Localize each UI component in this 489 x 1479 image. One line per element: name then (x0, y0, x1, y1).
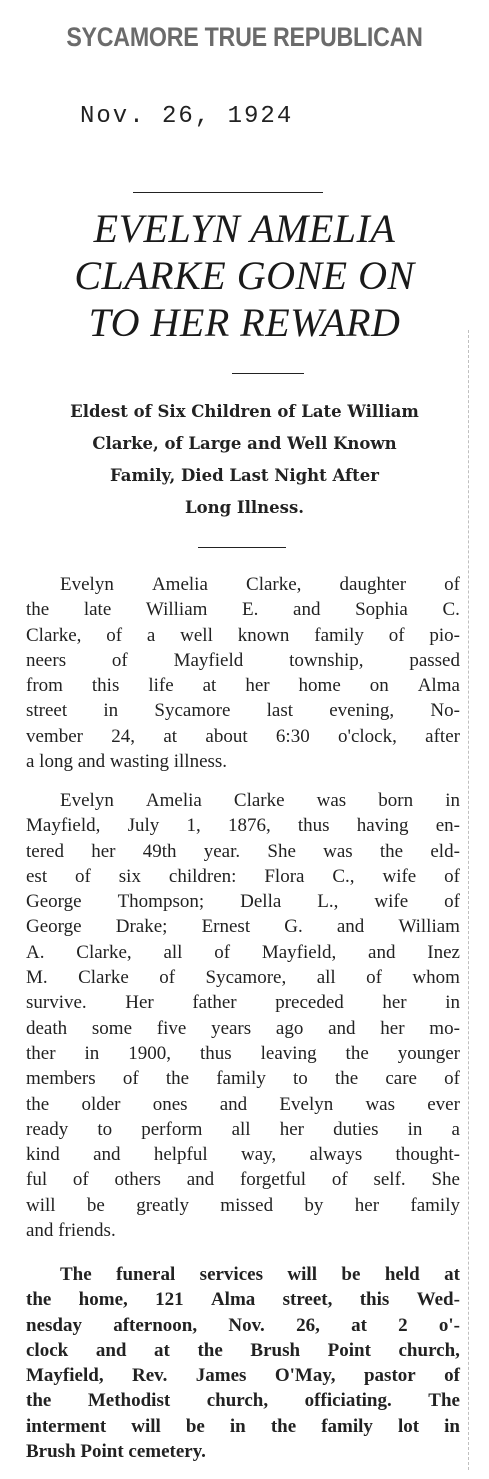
word: mo- (429, 1017, 460, 1039)
word: Mayfield, (261, 941, 337, 963)
word: thought- (395, 1144, 460, 1166)
word: all (163, 941, 183, 963)
divider-rule (198, 547, 286, 548)
word: of (72, 1169, 89, 1191)
word: C., (332, 865, 355, 887)
word: of (122, 1068, 139, 1090)
paragraph-line (26, 623, 460, 648)
word: M. (26, 967, 48, 989)
word: Evelyn (60, 790, 114, 811)
paragraph-line (26, 940, 460, 965)
word: in (103, 700, 119, 722)
word: 49th (142, 840, 177, 862)
word: well (180, 624, 213, 646)
word: of (388, 624, 405, 646)
word: Clarke, (246, 574, 302, 595)
word: some (91, 1017, 133, 1039)
word: o'- (438, 1314, 460, 1336)
word: younger (397, 1042, 460, 1064)
word: held (384, 1264, 420, 1285)
word: and (368, 941, 396, 963)
word: in (445, 992, 460, 1014)
word: ther (26, 1042, 56, 1064)
word: passed (409, 649, 460, 671)
word: the (334, 1068, 359, 1090)
line-text: a long and wasting illness. (26, 751, 228, 773)
word: all (316, 967, 336, 989)
word: and (93, 1144, 121, 1166)
word: Methodist (87, 1390, 171, 1412)
word: in (444, 1415, 460, 1437)
word: after (425, 725, 460, 747)
word: years (211, 1017, 252, 1039)
word: L., (317, 891, 339, 913)
word: of (111, 649, 128, 671)
word: She (267, 840, 296, 862)
paragraph-line (26, 1313, 460, 1338)
word: all (231, 1118, 251, 1140)
word: her (91, 840, 116, 862)
word: be (185, 1415, 205, 1437)
paragraph-line (26, 889, 460, 914)
word: tered (26, 840, 64, 862)
word: kind (26, 1144, 60, 1166)
line-text: Brush Point cemetery. (26, 1441, 206, 1463)
word: 24, (111, 725, 136, 747)
word: funeral (116, 1264, 176, 1285)
word: and (219, 1093, 248, 1115)
word: Amelia (145, 790, 202, 811)
word: en- (435, 815, 460, 837)
word: will (287, 1264, 317, 1285)
word: Drake; (115, 916, 168, 938)
word: preceded (275, 992, 344, 1014)
word: 6:30 (275, 725, 310, 747)
word: helpful (153, 1144, 208, 1166)
word: about (205, 725, 248, 747)
word: survive. (26, 992, 87, 1014)
word: a (451, 1118, 460, 1140)
word: the (26, 599, 50, 621)
word: wife (382, 865, 417, 887)
word: ever (427, 1093, 460, 1115)
word: Mayfield, (26, 815, 101, 837)
word: Evelyn (60, 574, 114, 595)
word: Mayfield, (26, 1365, 104, 1387)
word: The (60, 1264, 92, 1285)
word: 1900, (128, 1042, 172, 1064)
paragraph-line (26, 1066, 460, 1091)
word: was (316, 790, 347, 811)
word: ful (26, 1169, 48, 1191)
word: A. (26, 941, 45, 963)
word: her (382, 992, 407, 1014)
word: neers (26, 649, 67, 671)
word: family (216, 1068, 266, 1090)
word: 26, (296, 1314, 320, 1336)
word: her (279, 1118, 304, 1140)
paragraph-line (26, 1142, 460, 1167)
paragraph-line (26, 749, 460, 774)
paragraph-2 (26, 788, 460, 1243)
subheadline-line: Eldest of Six Children of Late William (70, 402, 419, 421)
word: from (26, 675, 63, 697)
paragraph-line (26, 839, 460, 864)
paragraph-line (26, 1092, 460, 1117)
paragraph-line (26, 914, 460, 939)
word: lot (397, 1415, 420, 1437)
paragraph-line (26, 597, 460, 622)
paragraph-line (26, 648, 460, 673)
word: Wed- (416, 1289, 460, 1311)
word: family (314, 624, 364, 646)
word: Amelia (151, 574, 208, 595)
paragraph-line (26, 1167, 460, 1192)
word: at (351, 1314, 367, 1336)
word: 1, (186, 815, 201, 837)
paragraph-line (26, 1363, 460, 1388)
word: church, (206, 1390, 269, 1412)
paragraph-line (26, 1414, 460, 1439)
word: and (328, 1017, 356, 1039)
word: death (26, 1017, 68, 1039)
word: the (345, 1042, 369, 1064)
word: of (444, 891, 460, 913)
word: at (163, 725, 178, 747)
publication-date: Nov. 26, 1924 (80, 103, 294, 130)
word: her (380, 1017, 405, 1039)
headline (0, 205, 489, 346)
word: of (159, 967, 176, 989)
word: self. (373, 1169, 406, 1191)
word: care (385, 1068, 417, 1090)
word: missed (220, 1194, 274, 1216)
word: the (26, 1289, 52, 1311)
paragraph-line (26, 1388, 460, 1413)
word: at (154, 1339, 170, 1361)
word: evening, (329, 700, 395, 722)
word: of (214, 941, 231, 963)
word: township, (289, 649, 364, 671)
word: officiating. (304, 1390, 392, 1412)
word: William (398, 916, 460, 938)
word: thus (297, 815, 330, 837)
word: pastor (363, 1365, 416, 1387)
word: home (298, 675, 341, 697)
word: last (266, 700, 294, 722)
word: 2 (398, 1314, 408, 1336)
word: by (304, 1194, 324, 1216)
word: father (192, 992, 237, 1014)
word: Della (240, 891, 282, 913)
word: perform (141, 1118, 203, 1140)
subheadline-line: Clarke, of Large and Well Known (92, 434, 397, 453)
word: home, (78, 1289, 128, 1311)
word: duties (333, 1118, 379, 1140)
word: Nov. (228, 1314, 265, 1336)
word: others (114, 1169, 161, 1191)
word: in (407, 1118, 423, 1140)
word: ago (275, 1017, 304, 1039)
word: at (444, 1264, 460, 1285)
paragraph-line (26, 572, 460, 597)
word: Clarke (233, 790, 285, 811)
paragraph-line (26, 1193, 460, 1218)
word: G. (284, 916, 303, 938)
word: Sophia (355, 599, 408, 621)
word: George (26, 891, 82, 913)
word: to (293, 1068, 308, 1090)
word: on (369, 675, 389, 697)
word: James (195, 1365, 247, 1387)
word: of (444, 1068, 460, 1090)
paragraph-line (26, 1338, 460, 1363)
word: children: (168, 865, 237, 887)
word: of (444, 865, 460, 887)
word: in (445, 790, 460, 811)
word: wife (374, 891, 409, 913)
paragraph-line (26, 813, 460, 838)
paragraph-line (26, 724, 460, 749)
word: Clarke, (76, 941, 132, 963)
word: and (95, 1339, 127, 1361)
word: year. (203, 840, 241, 862)
subheadline-line: Family, Died Last Night After (110, 466, 379, 485)
word: interment (26, 1415, 107, 1437)
paragraph-line (26, 698, 460, 723)
paragraph-line (26, 990, 460, 1015)
line-text: and friends. (26, 1220, 116, 1242)
word: nesday (26, 1314, 82, 1336)
word: the (26, 1390, 52, 1412)
headline-line: TO HER REWARD (88, 300, 401, 345)
word: this (359, 1289, 390, 1311)
word: known (237, 624, 290, 646)
paragraph-line (26, 673, 460, 698)
word: her (354, 1194, 380, 1216)
word: was (365, 1093, 396, 1115)
word: Her (125, 992, 154, 1014)
word: older (81, 1093, 121, 1115)
word: born (378, 790, 414, 811)
word: having (356, 815, 409, 837)
column-edge (468, 330, 469, 1470)
word: this (91, 675, 120, 697)
word: Sycamore, (205, 967, 287, 989)
word: greatly (136, 1194, 189, 1216)
word: the (197, 1339, 223, 1361)
word: Alma (417, 675, 460, 697)
word: six (118, 865, 141, 887)
word: Evelyn (279, 1093, 334, 1115)
word: Inez (427, 941, 460, 963)
word: 121 (155, 1289, 184, 1311)
word: leaving (260, 1042, 317, 1064)
word: vember (26, 725, 83, 747)
word: a (146, 624, 156, 646)
word: George (26, 916, 82, 938)
word: in (84, 1042, 100, 1064)
word: the (26, 1093, 50, 1115)
word: was (323, 840, 353, 862)
word: be (86, 1194, 105, 1216)
word: church, (398, 1339, 460, 1361)
word: Mayfield (173, 649, 244, 671)
headline-line: CLARKE GONE ON (74, 253, 415, 298)
word: late (83, 599, 112, 621)
word: the (379, 840, 404, 862)
paragraph-line (26, 864, 460, 889)
word: Clarke (78, 967, 129, 989)
word: her (245, 675, 270, 697)
word: O'May, (274, 1365, 336, 1387)
word: and (186, 1169, 215, 1191)
paragraph-line (26, 1016, 460, 1041)
word: Thompson; (117, 891, 205, 913)
word: Alma (210, 1289, 256, 1311)
word: ready (26, 1118, 69, 1140)
word: be (341, 1264, 361, 1285)
word: clock (26, 1339, 69, 1361)
subheadline (22, 396, 467, 524)
word: Sycamore (154, 700, 231, 722)
word: and (293, 599, 321, 621)
word: street (26, 700, 68, 722)
word: C. (442, 599, 460, 621)
word: The (428, 1390, 460, 1412)
word: the (165, 1068, 190, 1090)
divider-rule (232, 373, 304, 374)
word: afternoon, (113, 1314, 198, 1336)
paragraph-line (26, 1041, 460, 1066)
paragraph-3 (26, 1262, 460, 1464)
word: of (75, 865, 91, 887)
paragraph-line (26, 788, 460, 813)
word: Flora (264, 865, 305, 887)
word: July (127, 815, 160, 837)
word: and (336, 916, 365, 938)
paragraph-line (26, 1117, 460, 1142)
word: at (202, 675, 217, 697)
word: thus (199, 1042, 232, 1064)
paragraph-line (26, 1287, 460, 1312)
word: family (321, 1415, 373, 1437)
word: pio- (429, 624, 460, 646)
divider-rule (133, 192, 323, 193)
paragraph-1 (26, 572, 460, 774)
word: 1876, (227, 815, 271, 837)
headline-line: EVELYN AMELIA (93, 206, 396, 251)
word: always (309, 1144, 363, 1166)
word: Rev. (132, 1365, 168, 1387)
word: No- (430, 700, 460, 722)
word: five (156, 1017, 187, 1039)
paragraph-line (26, 1439, 460, 1464)
word: of (444, 574, 460, 595)
paragraph-line (26, 1262, 460, 1287)
word: to (97, 1118, 113, 1140)
word: street, (282, 1289, 333, 1311)
word: the (270, 1415, 297, 1437)
word: will (26, 1194, 56, 1216)
word: in (229, 1415, 246, 1437)
paragraph-line (26, 965, 460, 990)
word: services (199, 1264, 263, 1285)
paragraph-line (26, 1218, 460, 1243)
word: est (26, 865, 48, 887)
word: Ernest (201, 916, 251, 938)
word: o'clock, (338, 725, 397, 747)
word: family (410, 1194, 460, 1216)
word: of (444, 1365, 460, 1387)
word: William (145, 599, 208, 621)
word: whom (412, 967, 460, 989)
word: ones (152, 1093, 188, 1115)
masthead: SYCAMORE TRUE REPUBLICAN (66, 22, 423, 52)
word: forgetful (239, 1169, 307, 1191)
word: of (366, 967, 382, 989)
word: way, (240, 1144, 277, 1166)
word: Clarke, (26, 624, 82, 646)
word: daughter (339, 574, 407, 595)
word: Brush (250, 1339, 301, 1361)
word: of (331, 1169, 348, 1191)
word: She (431, 1169, 460, 1191)
word: Point (327, 1339, 371, 1361)
word: life (148, 675, 174, 697)
word: of (106, 624, 123, 646)
word: will (131, 1415, 161, 1437)
word: members (26, 1068, 96, 1090)
subheadline-line: Long Illness. (185, 498, 304, 517)
word: E. (242, 599, 259, 621)
word: eld- (430, 840, 460, 862)
